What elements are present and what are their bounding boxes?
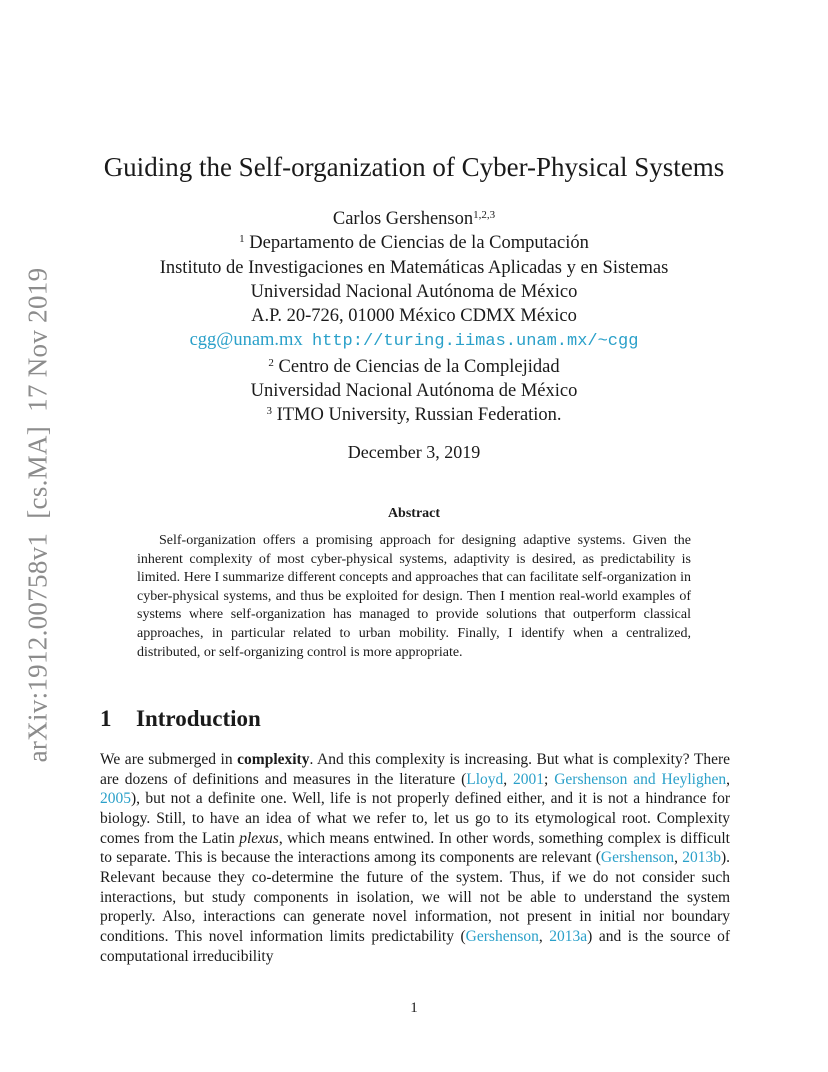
section-number: 1 bbox=[100, 706, 112, 731]
affiliation-2-line-2: Universidad Nacional Autónoma de México bbox=[250, 381, 578, 402]
affiliation-2-text: Centro de Ciencias de la Complejidad bbox=[278, 356, 560, 377]
arxiv-date: 17 Nov 2019 bbox=[22, 267, 53, 412]
citation-link[interactable]: 2005 bbox=[100, 790, 131, 808]
section-title: Introduction bbox=[136, 706, 261, 731]
author-name: Carlos Gershenson bbox=[332, 209, 474, 229]
abstract-heading: Abstract bbox=[387, 506, 441, 521]
citation-link[interactable]: Gershenson bbox=[600, 849, 675, 867]
citation-link[interactable]: 2001 bbox=[513, 770, 545, 788]
body-text: , which means entwined. In other words, something complex is difficult to separate. This is because the interactions among its components are relevant ( bbox=[100, 829, 730, 867]
author-block bbox=[0, 207, 828, 428]
affiliation-1-text: Departamento de Ciencias de la Computación bbox=[249, 233, 589, 254]
affiliation-2-mark: 2 bbox=[268, 356, 274, 369]
citation-link[interactable]: Gershenson bbox=[465, 927, 539, 945]
italic-term: plexus bbox=[239, 829, 279, 847]
body-text: ) and is the source of computational irreducibility bbox=[100, 927, 731, 965]
abstract-text: Self-organization offers a promising approach for designing adaptive systems. Given the inherent complexity of most cyber-physical systems, adaptivity is desired, as predictability is limited. Here I summarize different concepts and approaches that can facilitate self-organization in cyber-physical systems, and thus be exploited for design. Then I mention real-world examples of systems where self-organization has managed to provide solutions that outperform classical approaches, in particular related to urban mobility. Finally, I identify when a centralized, distributed, or self-organizing control is more appropriate. bbox=[137, 533, 691, 660]
body-text: , bbox=[674, 849, 683, 867]
homepage-link[interactable]: http://turing.iimas.unam.mx/~cgg bbox=[311, 332, 639, 352]
affiliation-1-mark: 1 bbox=[239, 233, 245, 246]
page-number: 1 bbox=[410, 1000, 418, 1016]
body-text: ). Relevant because they co-determine the future of the system. Thus, if we do not consider such interactions, but study components in isolation, we will not be able to understand the system properly. Also, interactions can generate novel information, not present in initial nor boundary conditions. This novel information limits predictability ( bbox=[100, 849, 730, 945]
affiliation-3-mark: 3 bbox=[266, 405, 272, 418]
citation-link[interactable]: 2013a bbox=[549, 927, 588, 945]
citation-link[interactable]: Gershenson and Heylighen bbox=[554, 770, 727, 788]
affiliation-1-line-2: Instituto de Investigaciones en Matemáticas Aplicadas y en Sistemas bbox=[159, 257, 669, 278]
arxiv-id: arXiv:1912.00758v1 bbox=[22, 532, 53, 763]
body-text: ), but not a definite one. Well, life is not properly defined either, and it is not a hindrance for biology. Still, to have an idea of what we refer to, let us go to its etymological root. Complexity comes from the Latin bbox=[100, 790, 730, 847]
author-affiliation-marks: 1,2,3 bbox=[473, 209, 496, 221]
body-text: , bbox=[538, 927, 550, 945]
author-line bbox=[0, 207, 828, 231]
contact-line bbox=[0, 328, 828, 354]
body-text: , bbox=[503, 770, 514, 788]
introduction-paragraph bbox=[100, 750, 730, 966]
affiliation-3-text: ITMO University, Russian Federation. bbox=[276, 405, 562, 426]
paper-date: December 3, 2019 bbox=[347, 442, 481, 462]
affiliation-1-line-1 bbox=[0, 231, 828, 255]
body-text: , bbox=[726, 770, 730, 788]
affiliation-3-line-1 bbox=[0, 403, 828, 427]
email-link[interactable]: cgg@unam.mx bbox=[189, 330, 303, 351]
affiliation-1-line-3: Universidad Nacional Autónoma de México bbox=[250, 281, 578, 302]
citation-link[interactable]: Lloyd bbox=[466, 770, 504, 788]
body-text: ; bbox=[544, 770, 555, 788]
citation-link[interactable]: 2013b bbox=[682, 849, 721, 867]
body-text: We are submerged in bbox=[100, 751, 238, 768]
section-heading bbox=[100, 706, 261, 732]
affiliation-1-line-4: A.P. 20-726, 01000 México CDMX México bbox=[251, 306, 577, 327]
bold-term: complexity bbox=[237, 751, 310, 768]
paper-title: Guiding the Self-organization of Cyber-Physical Systems bbox=[103, 152, 725, 182]
body-text: . And this complexity is increasing. But what is complexity? There are dozens of definitions and measures in the literature ( bbox=[100, 751, 730, 788]
arxiv-category: [cs.MA] bbox=[22, 425, 53, 519]
affiliation-2-line-1 bbox=[0, 355, 828, 379]
